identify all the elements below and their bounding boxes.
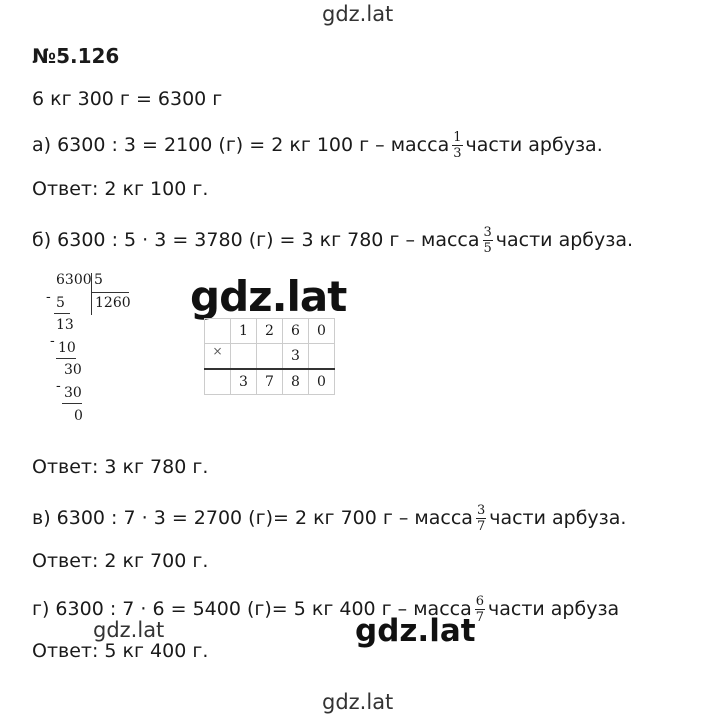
- multiplication-table: [204, 318, 335, 395]
- mul-cell: [309, 344, 335, 370]
- watermark-small: gdz.lat: [93, 618, 165, 642]
- division-vertical-line: [91, 273, 92, 315]
- part-a-answer: Ответ: 2 кг 100 г.: [32, 178, 209, 200]
- part-a-fraction: [452, 130, 462, 161]
- fraction-denominator: 5: [483, 241, 492, 256]
- minus-sign: -: [50, 333, 55, 349]
- mul-cell: 7: [257, 369, 283, 395]
- mul-cell: 3: [283, 344, 309, 370]
- part-b-text: б) 6300 : 5 · 3 = 3780 (г) = 3 кг 780 г – масса: [32, 229, 480, 251]
- watermark-bottom: gdz.lat: [322, 690, 394, 714]
- part-c-answer: Ответ: 2 кг 700 г.: [32, 550, 209, 572]
- part-c-text-after: части арбуза.: [489, 507, 627, 529]
- division-horizontal-line: [91, 292, 129, 293]
- part-a-text-after: части арбуза.: [465, 134, 603, 156]
- mul-cell: 0: [309, 319, 335, 344]
- step-line: [54, 313, 70, 314]
- part-b-answer: Ответ: 3 кг 780 г.: [32, 456, 209, 478]
- mul-cell: 0: [309, 369, 335, 395]
- division-divisor: 5: [94, 272, 103, 288]
- part-c-line: [32, 503, 626, 534]
- part-d-answer: Ответ: 5 кг 400 г.: [32, 640, 209, 662]
- fraction-denominator: 7: [476, 519, 486, 534]
- division-step: 13: [56, 317, 74, 333]
- part-b-text-after: части арбуза.: [495, 229, 634, 251]
- multiply-sign: ×: [205, 344, 231, 370]
- watermark-middle: gdz.lat: [355, 613, 476, 649]
- part-a-line: [32, 130, 603, 161]
- part-b-fraction: [483, 225, 493, 256]
- part-b-line: [32, 225, 633, 256]
- part-d-fraction: [475, 594, 485, 625]
- minus-sign: -: [46, 289, 51, 305]
- division-dividend: 6300: [56, 272, 92, 288]
- fraction-denominator: 7: [475, 610, 485, 625]
- mul-cell: 2: [257, 319, 283, 344]
- step-line: [56, 358, 76, 359]
- division-step: 0: [74, 408, 83, 424]
- mul-cell: [205, 369, 231, 395]
- mul-cell: [231, 344, 257, 370]
- fraction-numerator: 6: [475, 594, 485, 609]
- mul-cell: 6: [283, 319, 309, 344]
- division-quotient: 1260: [95, 295, 131, 311]
- mul-cell: 8: [283, 369, 309, 395]
- division-step: 5: [56, 295, 65, 311]
- step-line: [62, 403, 82, 404]
- part-c-fraction: [476, 503, 486, 534]
- fraction-numerator: 1: [453, 130, 462, 145]
- conversion-line: 6 кг 300 г = 6300 г: [32, 88, 223, 110]
- watermark-top: gdz.lat: [322, 2, 394, 26]
- mul-cell: 1: [231, 319, 257, 344]
- part-d-text: г) 6300 : 7 · 6 = 5400 (г)= 5 кг 400 г – масса: [32, 598, 472, 620]
- part-c-text: в) 6300 : 7 · 3 = 2700 (г)= 2 кг 700 г – масса: [32, 507, 473, 529]
- mul-cell: [205, 319, 231, 344]
- long-division: [46, 270, 136, 430]
- minus-sign: -: [56, 378, 61, 394]
- fraction-numerator: 3: [476, 503, 486, 518]
- division-step: 10: [58, 340, 76, 356]
- mul-cell: 3: [231, 369, 257, 395]
- division-step: 30: [64, 362, 82, 378]
- division-step: 30: [64, 385, 82, 401]
- fraction-denominator: 3: [453, 146, 462, 161]
- task-number: №5.126: [32, 44, 120, 68]
- fraction-numerator: 3: [483, 225, 492, 240]
- part-a-text: а) 6300 : 3 = 2100 (г) = 2 кг 100 г – масса: [32, 134, 450, 156]
- watermark-large: gdz.lat: [190, 272, 347, 321]
- mul-cell: [257, 344, 283, 370]
- part-d-text-after: части арбуза: [488, 598, 620, 620]
